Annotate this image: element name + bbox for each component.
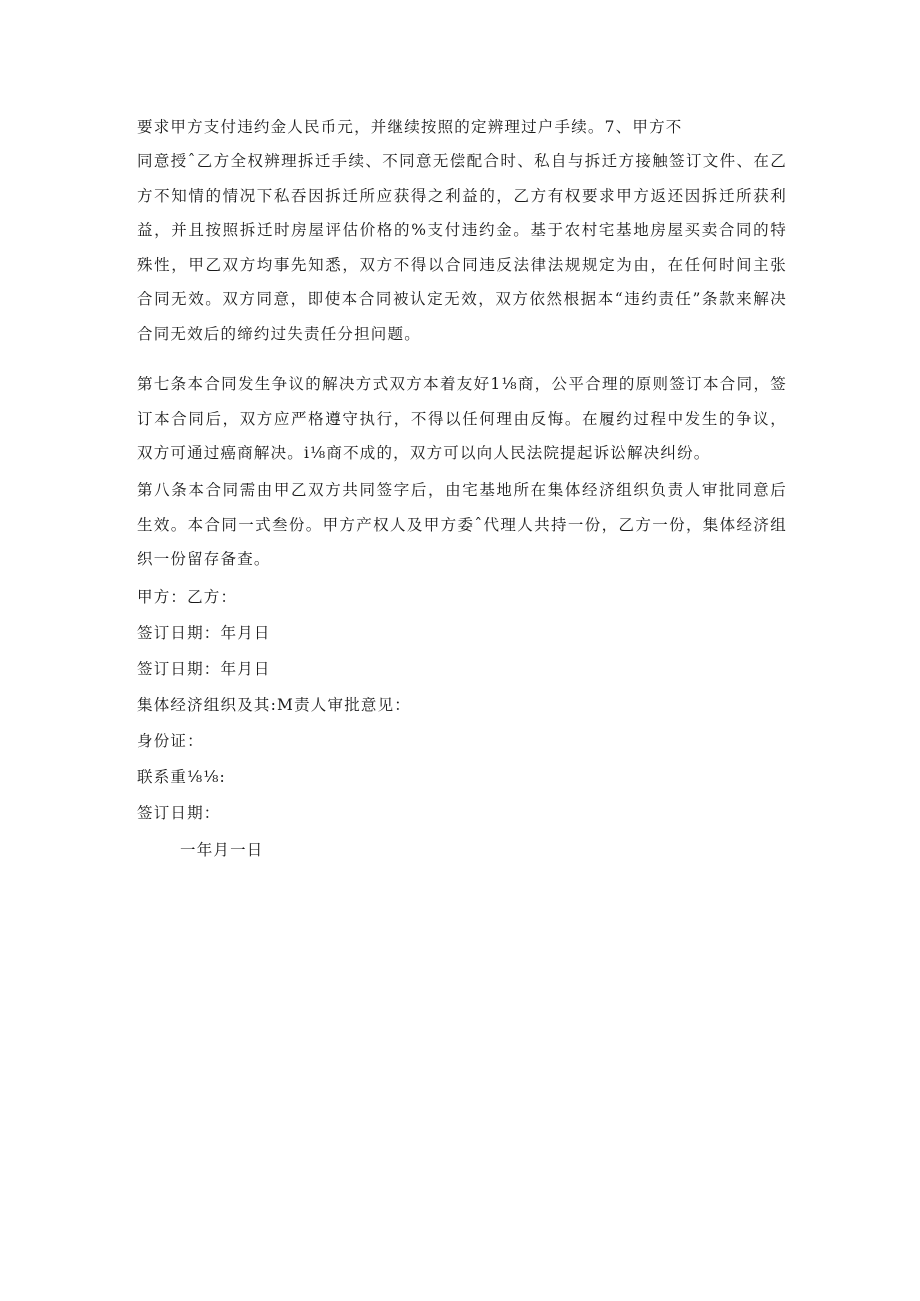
paragraph-article-seven: 第七条本合同发生争议的解决方式双方本着友好1⅛商，公平合理的原则签订本合同，签订本合同后，双方应严格遵守执行，不得以任何理由反悔。在履约过程中发生的争议，双方可通过癌商解决。i⅛商不成的，双方可以向人民法院提起诉讼解决纠纷。 [137,375,787,462]
id-card-line: 身份证： [137,732,204,750]
signing-date-line-1: 签订日期：年月日 [137,624,271,642]
date-line: 一年月一日 [180,841,264,859]
signing-date-line-2: 签订日期：年月日 [137,660,271,678]
signing-date-line-3: 签订日期： [137,804,221,822]
paragraph-demolition-clause: 同意授ˆ乙方全权辨理拆迁手续、不同意无偿配合时、私自与拆迁方接触签订文件、在乙方不知情的情况下私吞因拆迁所应获得之利益的，乙方有权要求甲方返还因拆迁所获利益，并且按照拆迁时房屋评估价格的%支付违约金。基于农村宅基地房屋买卖合同的特殊性，甲乙双方均事先知悉，双方不得以合同违反法律法规规定为由，在任何时间主张合同无效。双方同意，即使本合同被认定无效，双方依然根据本“违约责任”条款来解决合同无效后的缔约过失责任分担问题。 [137,152,787,343]
paragraph-breach-payment: 要求甲方支付违约金人民币元，并继续按照的定辨理过户手续。7、甲方不 [137,118,683,136]
party-a-party-b-line: 甲方：乙方： [137,588,238,606]
paragraph-article-eight: 第八条本合同需由甲乙双方共同签字后，由宅基地所在集体经济组织负责人审批同意后生效。本合同一式叁份。甲方产权人及甲方委ˆ代理人共持一份，乙方一份，集体经济组织一份留存备查。 [137,481,787,568]
contact-phone-line: 联系重⅛⅛: [137,768,226,786]
collective-approval-line: 集体经济组织及其:M责人审批意见： [137,696,411,714]
